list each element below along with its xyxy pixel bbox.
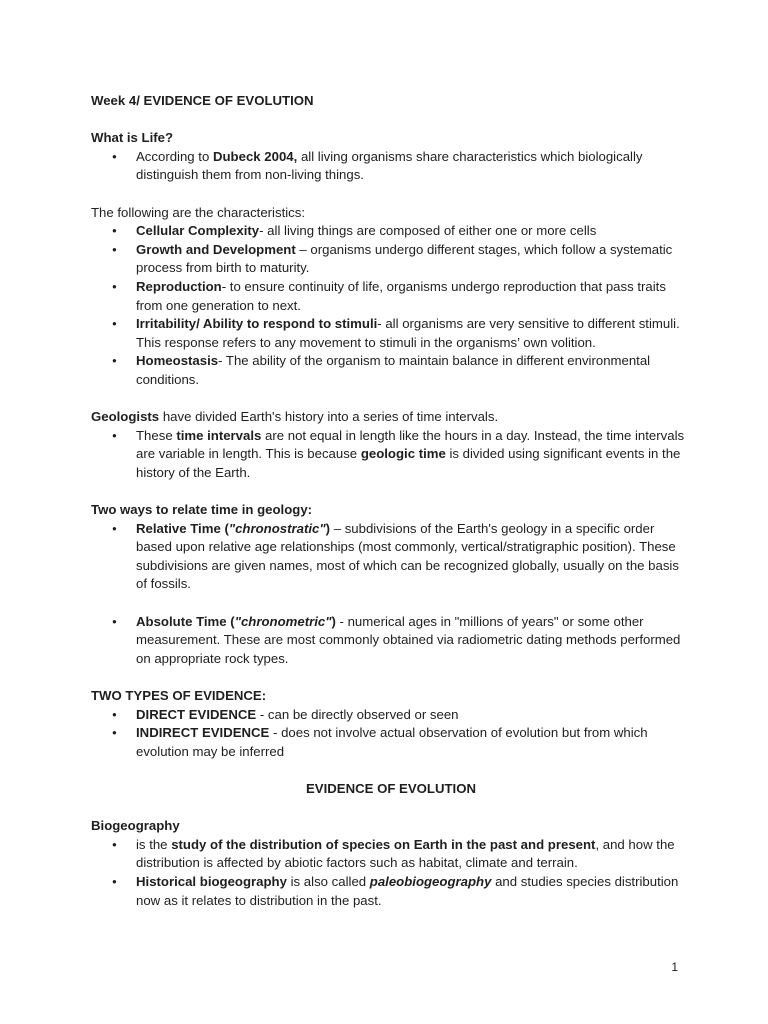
two-types-title: TWO TYPES OF EVIDENCE: — [91, 688, 267, 703]
what-is-life-title: What is Life? — [91, 130, 174, 146]
list-item: ● Growth and Development – organisms undergo different stages, which follow a systematic process from birth to maturity. — [91, 241, 691, 278]
list-item: ● According to Dubeck 2004, all living organisms share characteristics which biologically distinguish them from non-living things. — [91, 148, 691, 185]
two-ways-title: Two ways to relate time in geology: — [91, 502, 313, 518]
list-item: ● is the study of the distribution of species on Earth in the past and present, and how the distribution is affected by abiotic factors such as habitat, climate and terrain. — [91, 836, 691, 873]
two-types-list — [91, 706, 691, 762]
geologists-list — [91, 427, 691, 483]
document-body — [91, 92, 691, 910]
characteristics-list — [91, 222, 691, 389]
list-item: ● DIRECT EVIDENCE - can be directly observed or seen — [91, 706, 691, 725]
list-item: ● Historical biogeography is also called paleobiogeography and studies species distribution now as it relates to distribution in the past. — [91, 873, 691, 910]
biogeography-list — [91, 836, 691, 910]
list-item: ● Absolute Time ("chronometric") - numerical ages in "millions of years" or some other measurement. These are most commonly obtained via radiometric dating methods performed on appropriate rock types. — [91, 613, 691, 669]
list-item: ● Reproduction- to ensure continuity of life, organisms undergo reproduction that pass traits from one generation to next. — [91, 278, 691, 315]
list-item: ● These time intervals are not equal in length like the hours in a day. Instead, the time intervals are variable in length. This is because geologic time is divided using significant events in the history of the Earth. — [91, 427, 691, 483]
list-item: ● Cellular Complexity- all living things are composed of either one or more cells — [91, 222, 691, 241]
list-item: ● Homeostasis- The ability of the organism to maintain balance in different environmental conditions. — [91, 352, 691, 389]
section-title: EVIDENCE OF EVOLUTION — [306, 780, 476, 796]
biogeography-title: Biogeography — [91, 818, 180, 834]
list-item: ● INDIRECT EVIDENCE - does not involve actual observation of evolution but from which evolution may be inferred — [91, 724, 691, 761]
two-ways-list-2 — [91, 613, 691, 669]
two-ways-list — [91, 520, 691, 594]
geologists-paragraph: Geologists have divided Earth's history into a series of time intervals. — [91, 409, 499, 425]
what-is-life-list — [91, 148, 691, 185]
list-item: ● Irritability/ Ability to respond to stimuli- all organisms are very sensitive to different stimuli. This response refers to any movement to stimuli in the organisms’ own volition. — [91, 315, 691, 352]
list-item: ● Relative Time ("chronostratic") – subdivisions of the Earth's geology in a specific order based upon relative age relationships (most commonly, vertical/stratigraphic position). These subdivisions are given names, most of which can be recognized globally, usually on the basis of fossils. — [91, 520, 691, 594]
characteristics-intro: The following are the characteristics: — [91, 204, 306, 220]
page-number: 1 — [671, 960, 678, 974]
page-heading: Week 4/ EVIDENCE OF EVOLUTION — [91, 93, 314, 108]
